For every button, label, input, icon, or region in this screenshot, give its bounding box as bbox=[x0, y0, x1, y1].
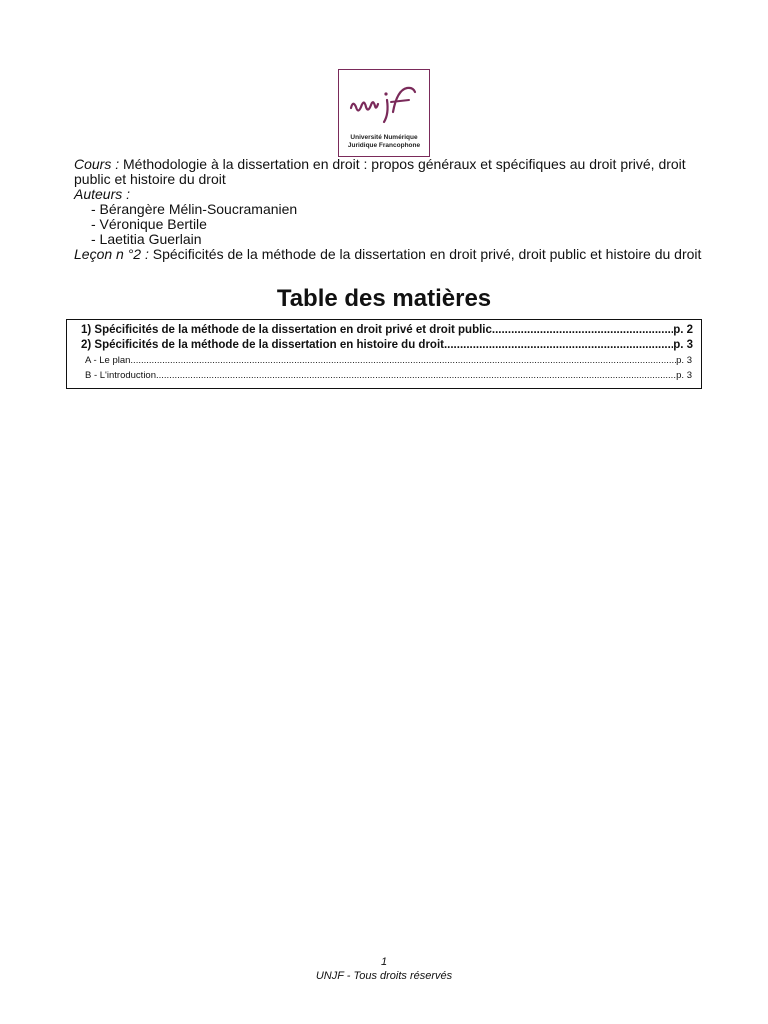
toc-entry-text: A - Le plan bbox=[85, 355, 131, 366]
toc-entry-page: p. 3 bbox=[673, 339, 693, 351]
lesson-label: Leçon n °2 : bbox=[74, 246, 149, 262]
lesson-line bbox=[74, 247, 704, 262]
author-item: - Laetitia Guerlain bbox=[91, 231, 202, 247]
toc-leader bbox=[444, 339, 673, 351]
course-line bbox=[74, 157, 704, 187]
toc-entry-text: 2) Spécificités de la méthode de la dissertation en histoire du droit bbox=[81, 339, 444, 351]
unjf-logo bbox=[338, 69, 430, 157]
rights-notice: UNJF - Tous droits réservés bbox=[315, 970, 453, 982]
toc-subentry[interactable] bbox=[67, 370, 701, 381]
authors-label: Auteurs : bbox=[74, 186, 131, 202]
author-item: - Véronique Bertile bbox=[91, 216, 207, 232]
toc-entry[interactable] bbox=[67, 339, 701, 351]
lesson-value: Spécificités de la méthode de la dissertation en droit privé, droit public et histoire du droit bbox=[152, 246, 702, 262]
page-number: 1 bbox=[380, 956, 388, 968]
toc-subentry[interactable] bbox=[67, 355, 701, 366]
toc-entry-text: 1) Spécificités de la méthode de la dissertation en droit privé et droit public bbox=[81, 324, 492, 336]
toc-entry-page: p. 3 bbox=[676, 370, 692, 381]
toc-entry[interactable] bbox=[67, 324, 701, 336]
course-label: Cours : bbox=[74, 156, 120, 172]
logo-name-line1: Université Numérique bbox=[350, 134, 418, 141]
toc-entry-page: p. 2 bbox=[673, 324, 693, 336]
toc-leader bbox=[130, 355, 676, 366]
unjf-logo-mark-icon bbox=[347, 82, 421, 128]
table-of-contents bbox=[66, 319, 702, 389]
toc-entry-text: B - L'introduction bbox=[85, 370, 156, 381]
toc-title: Table des matières bbox=[276, 285, 492, 312]
toc-leader bbox=[156, 370, 676, 381]
logo-name-line2: Juridique Francophone bbox=[347, 141, 421, 149]
author-item: - Bérangère Mélin-Soucramanien bbox=[91, 201, 298, 217]
course-metadata bbox=[74, 157, 704, 262]
toc-leader bbox=[492, 324, 673, 336]
toc-entry-page: p. 3 bbox=[676, 355, 692, 366]
page-footer bbox=[0, 955, 768, 983]
course-value: Méthodologie à la dissertation en droit : propos généraux et spécifiques au droit privé, droit public et histoire du droit bbox=[74, 156, 686, 187]
